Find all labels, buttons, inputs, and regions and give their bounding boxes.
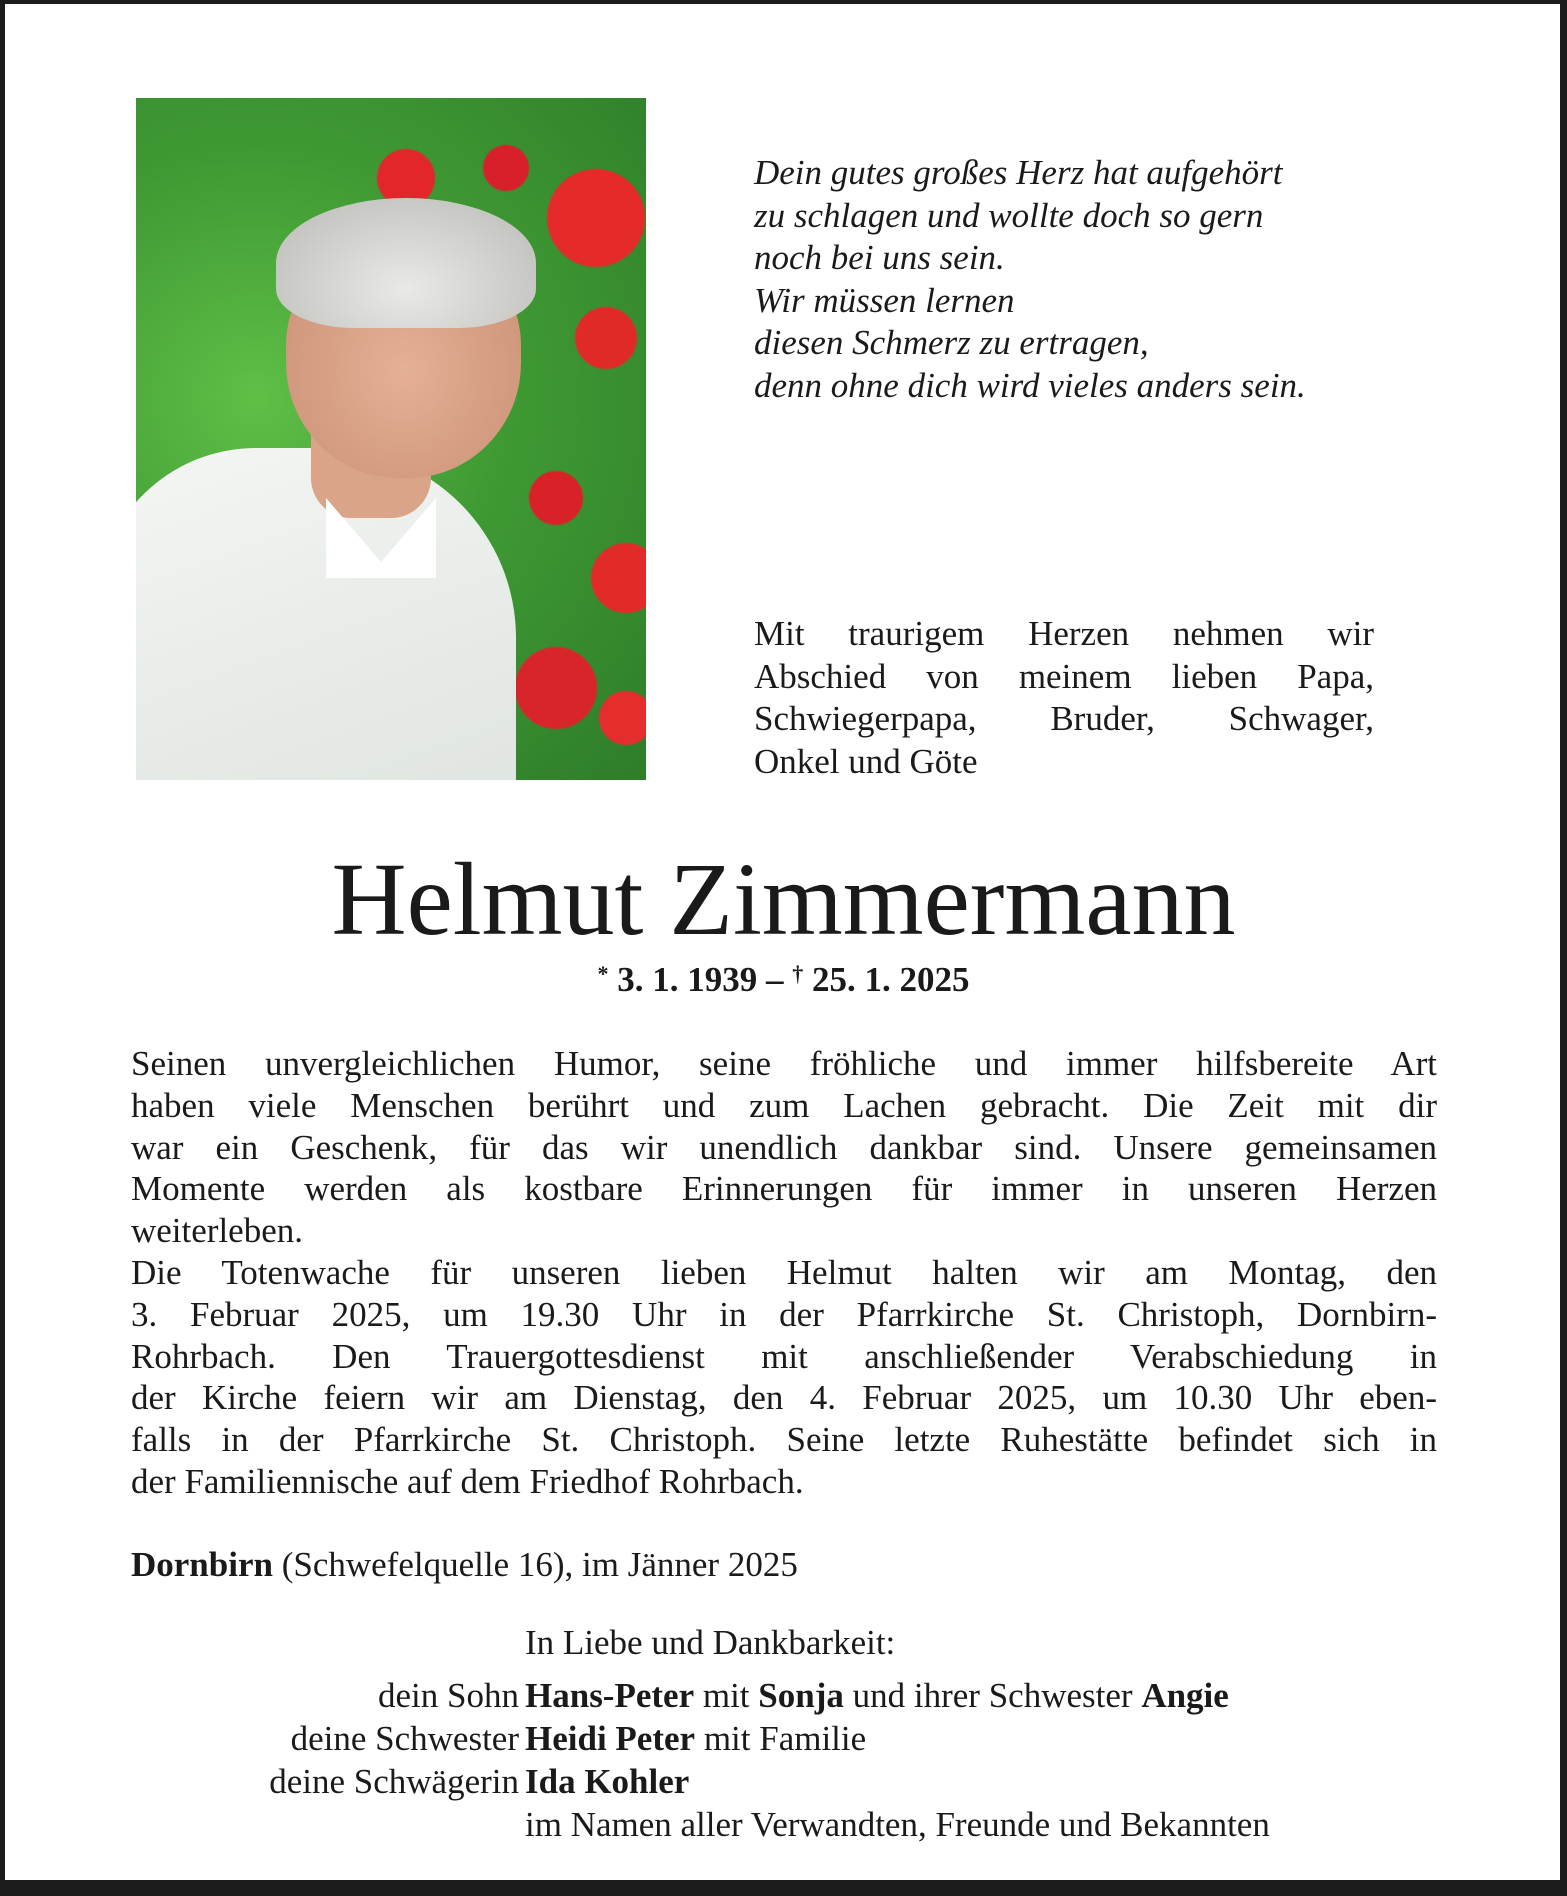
signature-row: [0, 1803, 1567, 1846]
death-symbol: †: [792, 961, 804, 986]
body-line: der Familiennische auf dem Friedhof Rohrbach.: [131, 1461, 804, 1501]
mourner-name: Sonja: [758, 1676, 844, 1715]
mourner-name: Angie: [1141, 1676, 1229, 1715]
deceased-name: Helmut Zimmermann: [331, 842, 1236, 957]
poem: [754, 152, 1306, 407]
closing-line: In Liebe und Dankbarkeit:: [525, 1623, 896, 1662]
relation: deine Schwester: [290, 1719, 519, 1758]
signature-row: [0, 1717, 1567, 1760]
body-line: Rohrbach. Den Trauergottesdienst mit anschließender Verabschiedung in: [131, 1336, 1437, 1376]
poem-line: diesen Schmerz zu ertragen,: [754, 323, 1149, 362]
poem-line: denn ohne dich wird vieles anders sein.: [754, 365, 1306, 405]
poem-line: zu schlagen und wollte doch so gern: [754, 195, 1264, 235]
poem-line: noch bei uns sein.: [754, 238, 1005, 277]
connector: mit: [694, 1676, 759, 1715]
place-date: [131, 1545, 798, 1585]
signature-row: [0, 1674, 1567, 1717]
signatures: [0, 1621, 1567, 1846]
body-line: war ein Geschenk, für das wir unendlich dankbar sind. Unsere gemeinsamen: [131, 1127, 1437, 1167]
body-line: Die Totenwache für unseren lieben Helmut halten wir am Montag, den: [131, 1252, 1437, 1292]
place-city: Dornbirn: [131, 1545, 273, 1584]
intro-line: Mit traurigem Herzen nehmen wir: [754, 614, 1374, 653]
body-line: der Kirche feiern wir am Dienstag, den 4. Februar 2025, um 10.30 Uhr eben-: [131, 1378, 1437, 1418]
body-text: [131, 1043, 1437, 1503]
life-dates: [0, 960, 1567, 1000]
place-address-date: (Schwefelquelle 16), im Jänner 2025: [272, 1545, 798, 1584]
mourner-name: Heidi Peter: [525, 1719, 696, 1758]
intro-line: Onkel und Göte: [754, 741, 978, 781]
relation: deine Schwägerin: [269, 1762, 519, 1801]
birth-symbol: *: [597, 961, 609, 986]
body-line: weiterleben.: [131, 1211, 303, 1251]
body-line: 3. Februar 2025, um 19.30 Uhr in der Pfarrkirche St. Christoph, Dornbirn-: [131, 1294, 1437, 1334]
body-line: Seinen unvergleichlichen Humor, seine fröhliche und immer hilfsbereite Art: [131, 1044, 1437, 1083]
connector: und ihrer Schwester: [843, 1676, 1142, 1715]
body-line: falls in der Pfarrkirche St. Christoph. Seine letzte Ruhestätte befindet sich in: [131, 1420, 1437, 1460]
death-date: 25. 1. 2025: [812, 960, 970, 999]
intro-text: [754, 613, 1374, 783]
mourner-name: Hans-Peter: [525, 1676, 695, 1715]
birth-date: 3. 1. 1939: [617, 960, 758, 999]
date-separator: –: [766, 960, 784, 999]
portrait-photo: [136, 98, 646, 780]
intro-line: Schwiegerpapa, Bruder, Schwager,: [754, 699, 1374, 738]
signature-row: [0, 1760, 1567, 1803]
body-line: haben viele Menschen berührt und zum Lachen gebracht. Die Zeit mit dir: [131, 1085, 1437, 1125]
mourner-name: Ida Kohler: [525, 1762, 690, 1801]
relation: dein Sohn: [378, 1676, 519, 1715]
connector: mit Familie: [695, 1719, 867, 1758]
intro-line: Abschied von meinem lieben Papa,: [754, 656, 1374, 696]
final-line: im Namen aller Verwandten, Freunde und Bekannten: [525, 1805, 1270, 1844]
poem-line: Wir müssen lernen: [754, 280, 1015, 320]
poem-line: Dein gutes großes Herz hat aufgehört: [754, 153, 1283, 192]
body-line: Momente werden als kostbare Erinnerungen für immer in unseren Herzen: [131, 1169, 1437, 1209]
